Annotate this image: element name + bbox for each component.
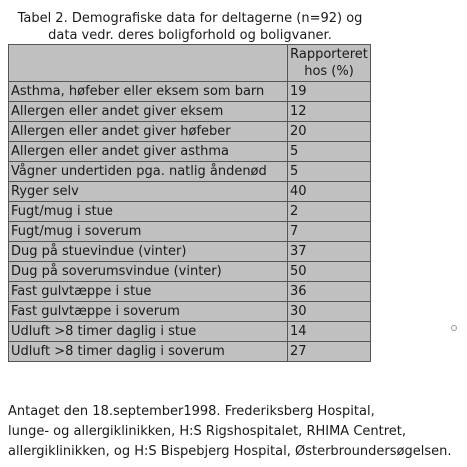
row-value: 20 [288, 122, 371, 142]
row-value: 2 [288, 202, 371, 222]
row-value: 12 [288, 102, 371, 122]
row-label: Fugt/mug i soverum [9, 222, 288, 242]
row-label: Allergen eller andet giver eksem [9, 102, 288, 122]
header-percent-line-2: hos (%) [304, 64, 354, 79]
table-row [9, 322, 371, 342]
row-value: 36 [288, 282, 371, 302]
table-row [9, 142, 371, 162]
table-row [9, 242, 371, 262]
table-row [9, 222, 371, 242]
row-value: 27 [288, 342, 371, 362]
table-row [9, 162, 371, 182]
row-value: 37 [288, 242, 371, 262]
table-header-row [9, 45, 371, 82]
row-label: Allergen eller andet giver asthma [9, 142, 288, 162]
demographics-table [8, 44, 371, 362]
row-label: Udluft >8 timer daglig i soverum [9, 342, 288, 362]
row-value: 5 [288, 142, 371, 162]
row-label: Fast gulvtæppe i soverum [9, 302, 288, 322]
table-row [9, 302, 371, 322]
row-label: Fugt/mug i stue [9, 202, 288, 222]
row-label: Ryger selv [9, 182, 288, 202]
header-percent-line-1: Rapporteret [290, 47, 368, 62]
table-caption [0, 10, 380, 44]
footnote-line-1: Antaget den 18.september1998. Frederiksberg Hospital, [8, 404, 375, 419]
table-row [9, 342, 371, 362]
row-value: 50 [288, 262, 371, 282]
row-label: Dug på stuevindue (vinter) [9, 242, 288, 262]
row-value: 7 [288, 222, 371, 242]
row-label: Dug på soverumsvindue (vinter) [9, 262, 288, 282]
caption-line-1: Tabel 2. Demografiske data for deltagerne (n=92) og [17, 11, 363, 26]
row-value: 5 [288, 162, 371, 182]
row-value: 14 [288, 322, 371, 342]
footnote-line-3: allergiklinikken, og H:S Bispebjerg Hospital, Østerbroundersøgelsen. [8, 444, 452, 459]
caption-line-2: data vedr. deres boligforhold og boligvaner. [48, 28, 332, 43]
bullet-dot-icon [451, 325, 457, 331]
row-label: Asthma, høfeber eller eksem som barn [9, 82, 288, 102]
table-row [9, 202, 371, 222]
table-row [9, 122, 371, 142]
table-row [9, 82, 371, 102]
row-value: 30 [288, 302, 371, 322]
header-percent-cell [288, 45, 371, 82]
row-label: Fast gulvtæppe i stue [9, 282, 288, 302]
row-value: 40 [288, 182, 371, 202]
table-row [9, 282, 371, 302]
footnote [8, 402, 463, 462]
row-label: Udluft >8 timer daglig i stue [9, 322, 288, 342]
row-value: 19 [288, 82, 371, 102]
row-label: Vågner undertiden pga. natlig åndenød [9, 162, 288, 182]
row-label: Allergen eller andet giver høfeber [9, 122, 288, 142]
table-row [9, 182, 371, 202]
table-row [9, 102, 371, 122]
header-label-cell [9, 45, 288, 82]
footnote-line-2: lunge- og allergiklinikken, H:S Rigshospitalet, RHIMA Centret, [8, 424, 407, 439]
table-row [9, 262, 371, 282]
